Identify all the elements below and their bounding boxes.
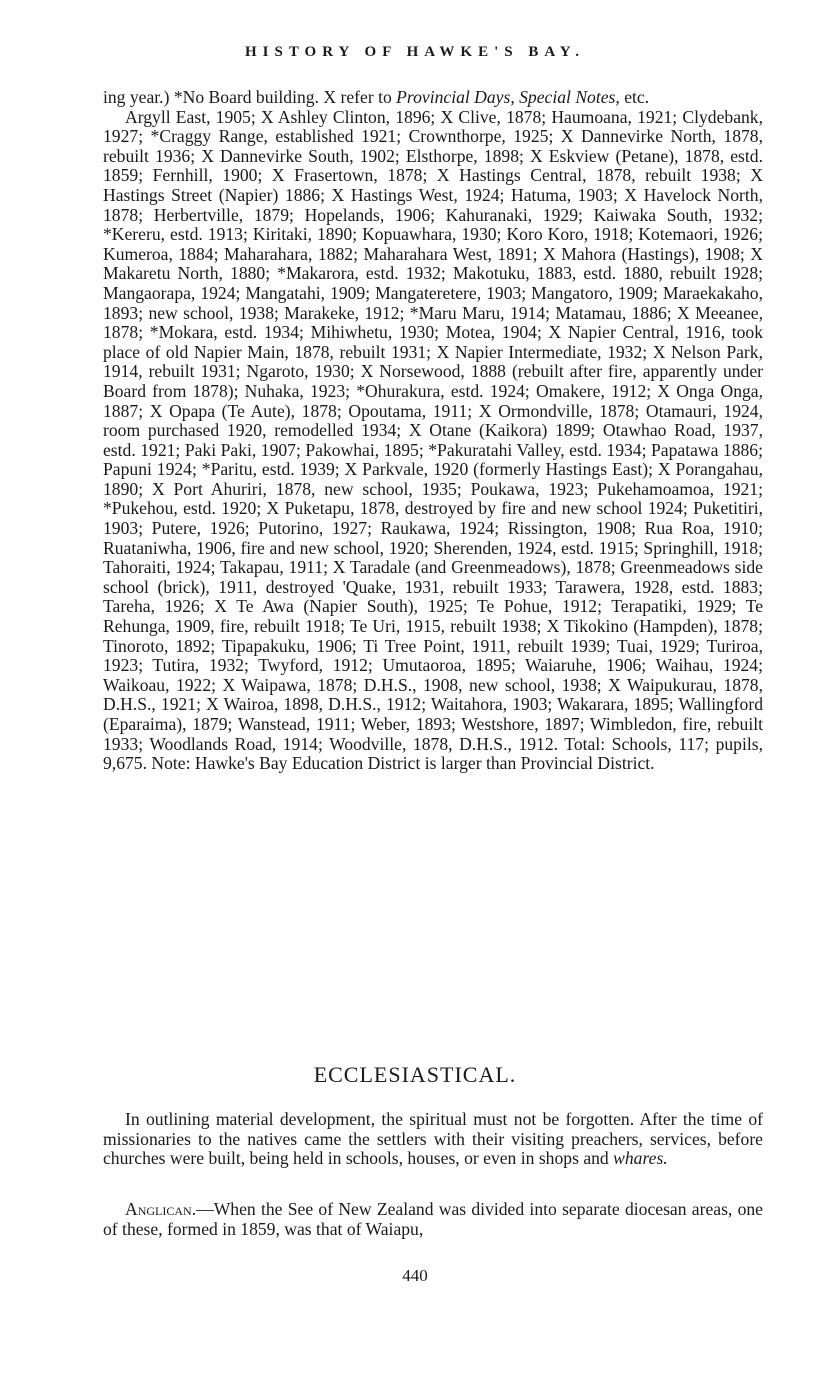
running-head: HISTORY OF HAWKE'S BAY.: [244, 44, 586, 60]
schools-list-paragraph: Argyll East, 1905; X Ashley Clinton, 1896; X Clive, 1878; Haumoana, 1921; Clydebank, 1927; *Craggy Range, established 1921; Crownthorpe, 1925; X Dannevirke North, 1878, rebuilt 1936; X Dannevirke South, 1902; Elsthorpe, 1898; X Eskview (Petane), 1878, estd. 1859; Fernhill, 1900; X Frasertown, 1878; X Hastings Central, 1878, rebuilt 1938; X Hastings Street (Napier) 1886; X Hastings West, 1924; Hatuma, 1903; X Havelock North, 1878; Herbertville, 1879; Hopelands, 1906; Kahuranaki, 1929; Kaiwaka South, 1932; *Kereru, estd. 1913; Kiritaki, 1890; Kopuawhara, 1930; Koro Koro, 1918; Kotemaori, 1926; Kumeroa, 1884; Maharahara, 1882; Maharahara West, 1891; X Mahora (Hastings), 1908; X Makaretu North, 1880; *Makarora, estd. 1932; Makotuku, 1883, estd. 1880, rebuilt 1928; Mangaorapa, 1924; Mangatahi, 1909; Mangateretere, 1903; Mangatoro, 1909; Maraekakaho, 1893; new school, 1938; Marakeke, 1912; *Maru Maru, 1914; Matamau, 1886; X Meeanee, 1878; *Mokara, estd. 1934; Mihiwhetu, 1930; Motea, 1904; X Napier Central, 1916, took place of old Napier Main, 1878, rebuilt 1931; X Napier Intermediate, 1932; X Nelson Park, 1914, rebuilt 1931; Ngaroto, 1930; X Norsewood, 1888 (rebuilt after fire, apparently under Board from 1878); Nuhaka, 1923; *Ohurakura, estd. 1924; Omakere, 1912; X Onga Onga, 1887; X Opapa (Te Aute), 1878; Opoutama, 1911; X Ormondville, 1878; Otamauri, 1924, room purchased 1920, remodelled 1934; X Otane (Kaikora) 1899; Otawhao Road, 1937, estd. 1921; Paki Paki, 1907; Pakowhai, 1895; *Pakuratahi Valley, estd. 1934; Papatawa 1886; Papuni 1924; *Paritu, estd. 1939; X Parkvale, 1920 (formerly Hastings East); X Porangahau, 1890; X Port Ahuriri, 1878, new school, 1935; Poukawa, 1923; Pukehamoamoa, 1921; *Pukehou, estd. 1920; X Puketapu, 1878, destroyed by fire and new school 1924; Puketitiri, 1903; Putere, 1926; Putorino, 1927; Raukawa, 1924; Rissington, 1908; Rua Roa, 1910; Ruataniwha, 1906, fire and new school, 1920; Sherenden, 1924, estd. 1915; Springhill, 1918; Tahoraiti, 1924; Takapau, 1911; X Taradale (and Greenmeadows), 1878; Greenmeadows side school (brick), 1911, destroyed 'Quake, 1931, rebuilt 1933; Tarawera, 1928, estd. 1883; Tareha, 1926; X Te Awa (Napier South), 1925; Te Pohue, 1912; Terapatiki, 1929; Te Rehunga, 1909, fire, rebuilt 1918; Te Uri, 1915, rebuilt 1938; X Tikokino (Hampden), 1878; Tinoroto, 1892; Tipapakuku, 1906; Ti Tree Point, 1911, rebuilt 1939; Tuai, 1929; Turiroa, 1923; Tutira, 1932; Twyford, 1912; Umutaoroa, 1895; Waiaruhe, 1906; Waihau, 1924; Waikoau, 1922; X Waipawa, 1878; D.H.S., 1908, new school, 1938; X Waipukurau, 1878, D.H.S., 1921; X Wairoa, 1898, D.H.S., 1912; Waitahora, 1903; Wakarara, 1895; Wallingford (Eparaima), 1879; Wanstead, 1911; Weber, 1893; Westshore, 1897; Wimbledon, fire, rebuilt 1933; Woodlands Road, 1914; Woodville, 1878, D.H.S., 1912. Total: Schools, 117; pupils, 9,675. Note: Hawke's Bay Education District is larger than Provincial District.: [103, 106, 763, 774]
intro-italic-reference: Provincial Days, Special Notes,: [396, 87, 620, 107]
page-number: 440: [402, 1266, 428, 1285]
intro-text: ing year.) *No Board building. X refer to: [103, 87, 397, 107]
eccl-text: In outlining material development, the spiritual must not be forgotten. After the time of missionaries to the natives came the settlers with their visiting preachers, services, before churches were built, being held in schools, houses, or even in shops and: [103, 1109, 763, 1169]
anglican-paragraph: [103, 1200, 763, 1239]
intro-tail: etc.: [619, 87, 650, 107]
anglican-text: —When the See of New Zealand was divided into separate diocesan areas, one of these, formed in 1859, was that of Waiapu,: [103, 1199, 763, 1239]
schools-section: [103, 88, 763, 774]
schools-intro-line: [103, 88, 763, 108]
section-heading: ECCLESIASTICAL.: [313, 1062, 517, 1087]
eccl-italic-word: whares.: [613, 1148, 668, 1169]
anglican-label: Anglican.: [125, 1199, 197, 1219]
ecclesiastical-paragraph: [103, 1110, 763, 1169]
